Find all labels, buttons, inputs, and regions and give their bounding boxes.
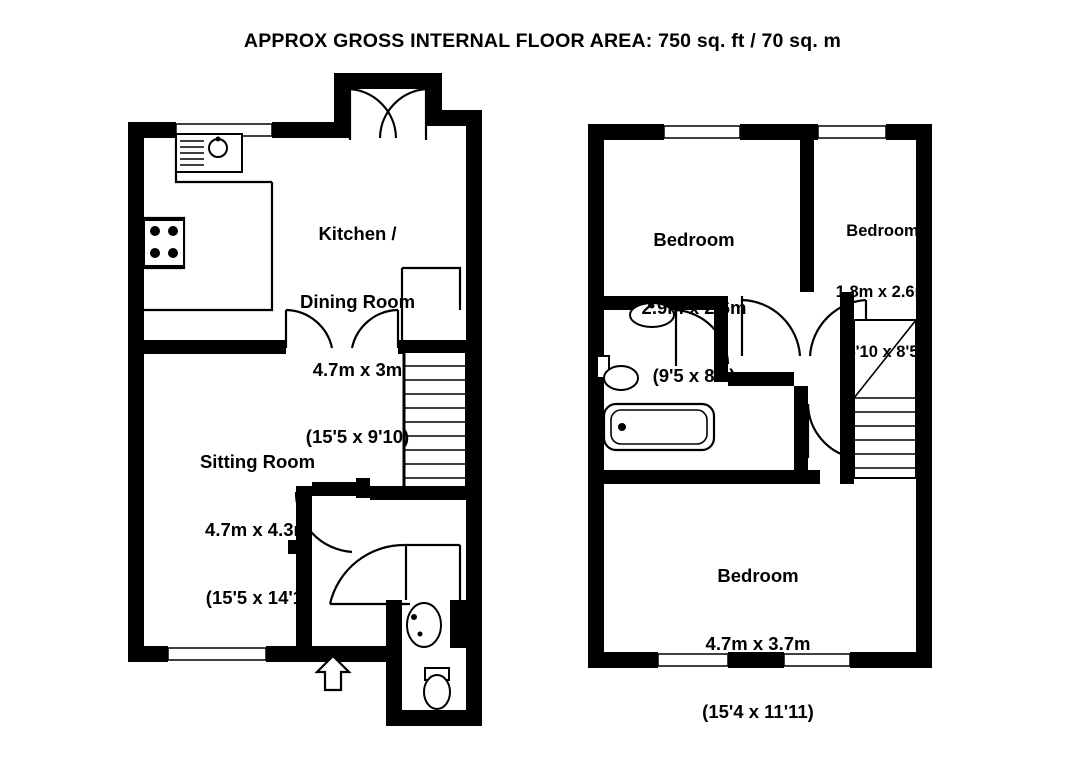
wc-fixture-ground [407,603,450,709]
front-door-ground [350,89,426,140]
room-label-bedroom-2 [790,181,975,382]
bedroom2-line1: Bedroom [846,222,919,241]
sink-fixture [176,134,242,172]
bedroom1-imperial: (9'5 x 8'5) [652,364,736,386]
hob-fixture [144,220,184,266]
sitting-metric: 4.7m x 4.3m [205,518,310,540]
bedroom1-line1: Bedroom [653,229,735,251]
room-label-sitting-room [120,406,395,632]
kitchen-imperial: (15'5 x 9'10) [305,426,410,448]
sitting-imperial: (15'5 x 14'1) [205,586,310,608]
bedroom3-line1: Bedroom [717,565,799,587]
kitchen-line1: Kitchen / [318,223,397,245]
bedroom3-metric: 4.7m x 3.7m [705,632,811,654]
bedroom2-metric: 1.8m x 2.6m [835,282,930,301]
sitting-line1: Sitting Room [199,451,316,473]
page-title: APPROX GROSS INTERNAL FLOOR AREA: 750 sq. ft / 70 sq. m [243,30,842,52]
kitchen-line2: Dining Room [299,290,416,312]
room-label-bedroom-3 [638,520,878,746]
bedroom3-imperial: (15'4 x 11'11) [702,700,814,722]
room-label-bedroom-1 [588,184,800,410]
kitchen-metric: 4.7m x 3m [312,358,403,380]
bedroom2-imperial: (5'10 x 8'5) [840,343,925,361]
bedroom1-metric: 2.9m x 2.6m [641,296,747,318]
